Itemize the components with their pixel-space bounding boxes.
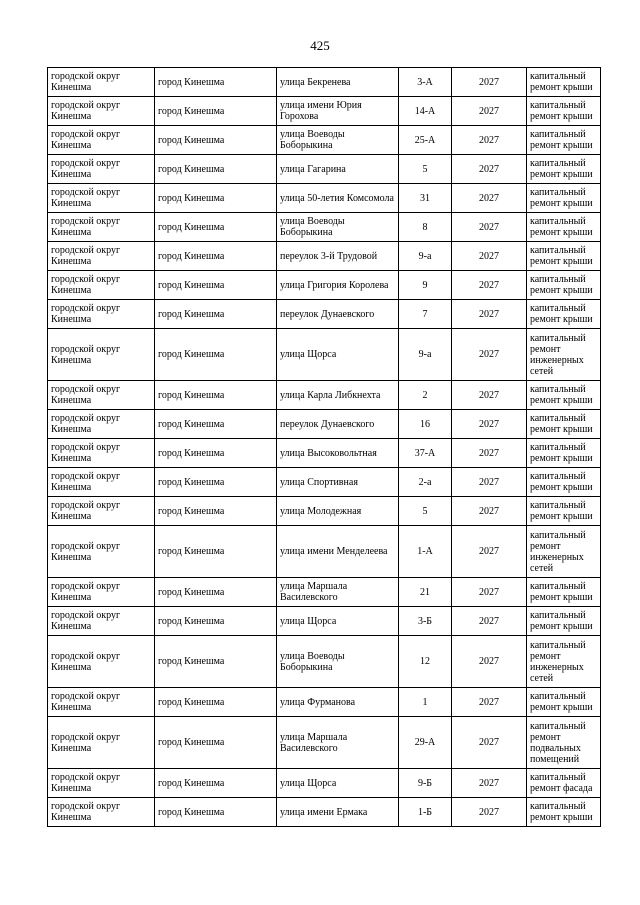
district-cell: городской округ Кинешма: [48, 769, 155, 798]
table-row: [48, 271, 601, 300]
year-cell: 2027: [452, 497, 527, 526]
work-type-cell: капитальный ремонт крыши: [527, 68, 601, 97]
table-row: [48, 155, 601, 184]
house-number-cell: 3-Б: [399, 607, 452, 636]
work-type-cell: капитальный ремонт подвальных помещений: [527, 717, 601, 769]
district-cell: городской округ Кинешма: [48, 688, 155, 717]
house-number-cell: 8: [399, 213, 452, 242]
street-cell: переулок Дунаевского: [277, 300, 399, 329]
city-cell: город Кинешма: [155, 381, 277, 410]
house-number-cell: 5: [399, 497, 452, 526]
district-cell: городской округ Кинешма: [48, 717, 155, 769]
district-cell: городской округ Кинешма: [48, 126, 155, 155]
house-number-cell: 3-А: [399, 68, 452, 97]
city-cell: город Кинешма: [155, 497, 277, 526]
year-cell: 2027: [452, 578, 527, 607]
house-number-cell: 21: [399, 578, 452, 607]
street-cell: улица Воеводы Боборыкина: [277, 636, 399, 688]
year-cell: 2027: [452, 439, 527, 468]
work-type-cell: капитальный ремонт инженерных сетей: [527, 636, 601, 688]
street-cell: улица Молодежная: [277, 497, 399, 526]
district-cell: городской округ Кинешма: [48, 213, 155, 242]
street-cell: улица Щорса: [277, 607, 399, 636]
year-cell: 2027: [452, 213, 527, 242]
table-row: [48, 526, 601, 578]
city-cell: город Кинешма: [155, 578, 277, 607]
year-cell: 2027: [452, 798, 527, 827]
house-number-cell: 25-А: [399, 126, 452, 155]
street-cell: улица Бекренева: [277, 68, 399, 97]
house-number-cell: 1-А: [399, 526, 452, 578]
city-cell: город Кинешма: [155, 184, 277, 213]
year-cell: 2027: [452, 329, 527, 381]
district-cell: городской округ Кинешма: [48, 184, 155, 213]
house-number-cell: 9-Б: [399, 769, 452, 798]
house-number-cell: 2: [399, 381, 452, 410]
street-cell: улица Маршала Василевского: [277, 717, 399, 769]
house-number-cell: 1: [399, 688, 452, 717]
district-cell: городской округ Кинешма: [48, 468, 155, 497]
work-type-cell: капитальный ремонт крыши: [527, 688, 601, 717]
house-number-cell: 9-а: [399, 242, 452, 271]
work-type-cell: капитальный ремонт крыши: [527, 97, 601, 126]
house-number-cell: 14-А: [399, 97, 452, 126]
table-row: [48, 578, 601, 607]
city-cell: город Кинешма: [155, 329, 277, 381]
street-cell: улица Карла Либкнехта: [277, 381, 399, 410]
table-row: [48, 468, 601, 497]
city-cell: город Кинешма: [155, 410, 277, 439]
table-body: [48, 68, 601, 827]
city-cell: город Кинешма: [155, 798, 277, 827]
street-cell: улица Маршала Василевского: [277, 578, 399, 607]
city-cell: город Кинешма: [155, 126, 277, 155]
district-cell: городской округ Кинешма: [48, 439, 155, 468]
year-cell: 2027: [452, 271, 527, 300]
table-row: [48, 798, 601, 827]
house-number-cell: 5: [399, 155, 452, 184]
house-number-cell: 31: [399, 184, 452, 213]
district-cell: городской округ Кинешма: [48, 329, 155, 381]
table-row: [48, 97, 601, 126]
city-cell: город Кинешма: [155, 769, 277, 798]
district-cell: городской округ Кинешма: [48, 242, 155, 271]
district-cell: городской округ Кинешма: [48, 497, 155, 526]
street-cell: улица Воеводы Боборыкина: [277, 126, 399, 155]
district-cell: городской округ Кинешма: [48, 381, 155, 410]
table-row: [48, 439, 601, 468]
work-type-cell: капитальный ремонт инженерных сетей: [527, 329, 601, 381]
table-row: [48, 636, 601, 688]
year-cell: 2027: [452, 468, 527, 497]
year-cell: 2027: [452, 126, 527, 155]
table-row: [48, 381, 601, 410]
work-type-cell: капитальный ремонт крыши: [527, 381, 601, 410]
work-type-cell: капитальный ремонт крыши: [527, 607, 601, 636]
table-row: [48, 242, 601, 271]
street-cell: улица Фурманова: [277, 688, 399, 717]
city-cell: город Кинешма: [155, 468, 277, 497]
city-cell: город Кинешма: [155, 271, 277, 300]
street-cell: улица 50-летия Комсомола: [277, 184, 399, 213]
work-type-cell: капитальный ремонт фасада: [527, 769, 601, 798]
street-cell: переулок Дунаевского: [277, 410, 399, 439]
street-cell: улица имени Менделеева: [277, 526, 399, 578]
house-number-cell: 1-Б: [399, 798, 452, 827]
house-number-cell: 2-а: [399, 468, 452, 497]
house-number-cell: 16: [399, 410, 452, 439]
street-cell: улица Григория Королева: [277, 271, 399, 300]
page-number: 425: [310, 38, 330, 53]
repair-schedule-table: [47, 67, 601, 827]
work-type-cell: капитальный ремонт крыши: [527, 155, 601, 184]
year-cell: 2027: [452, 526, 527, 578]
table-row: [48, 68, 601, 97]
work-type-cell: капитальный ремонт крыши: [527, 468, 601, 497]
year-cell: 2027: [452, 769, 527, 798]
city-cell: город Кинешма: [155, 717, 277, 769]
street-cell: улица имени Ермака: [277, 798, 399, 827]
work-type-cell: капитальный ремонт крыши: [527, 300, 601, 329]
year-cell: 2027: [452, 184, 527, 213]
street-cell: улица Гагарина: [277, 155, 399, 184]
house-number-cell: 37-А: [399, 439, 452, 468]
table-row: [48, 497, 601, 526]
street-cell: улица Щорса: [277, 769, 399, 798]
city-cell: город Кинешма: [155, 636, 277, 688]
city-cell: город Кинешма: [155, 155, 277, 184]
district-cell: городской округ Кинешма: [48, 798, 155, 827]
street-cell: улица имени Юрия Горохова: [277, 97, 399, 126]
year-cell: 2027: [452, 300, 527, 329]
house-number-cell: 7: [399, 300, 452, 329]
city-cell: город Кинешма: [155, 439, 277, 468]
work-type-cell: капитальный ремонт крыши: [527, 271, 601, 300]
work-type-cell: капитальный ремонт крыши: [527, 497, 601, 526]
work-type-cell: капитальный ремонт крыши: [527, 184, 601, 213]
city-cell: город Кинешма: [155, 97, 277, 126]
work-type-cell: капитальный ремонт крыши: [527, 213, 601, 242]
year-cell: 2027: [452, 155, 527, 184]
city-cell: город Кинешма: [155, 213, 277, 242]
work-type-cell: капитальный ремонт инженерных сетей: [527, 526, 601, 578]
city-cell: город Кинешма: [155, 242, 277, 271]
work-type-cell: капитальный ремонт крыши: [527, 798, 601, 827]
table-row: [48, 184, 601, 213]
table-row: [48, 329, 601, 381]
district-cell: городской округ Кинешма: [48, 97, 155, 126]
work-type-cell: капитальный ремонт крыши: [527, 126, 601, 155]
city-cell: город Кинешма: [155, 300, 277, 329]
street-cell: переулок 3-й Трудовой: [277, 242, 399, 271]
street-cell: улица Воеводы Боборыкина: [277, 213, 399, 242]
district-cell: городской округ Кинешма: [48, 300, 155, 329]
year-cell: 2027: [452, 242, 527, 271]
city-cell: город Кинешма: [155, 526, 277, 578]
year-cell: 2027: [452, 381, 527, 410]
district-cell: городской округ Кинешма: [48, 578, 155, 607]
table-row: [48, 410, 601, 439]
house-number-cell: 9: [399, 271, 452, 300]
table-row: [48, 607, 601, 636]
table-row: [48, 213, 601, 242]
street-cell: улица Щорса: [277, 329, 399, 381]
district-cell: городской округ Кинешма: [48, 410, 155, 439]
house-number-cell: 29-А: [399, 717, 452, 769]
city-cell: город Кинешма: [155, 607, 277, 636]
district-cell: городской округ Кинешма: [48, 526, 155, 578]
table-row: [48, 300, 601, 329]
year-cell: 2027: [452, 717, 527, 769]
table-row: [48, 769, 601, 798]
city-cell: город Кинешма: [155, 68, 277, 97]
year-cell: 2027: [452, 97, 527, 126]
work-type-cell: капитальный ремонт крыши: [527, 439, 601, 468]
year-cell: 2027: [452, 68, 527, 97]
district-cell: городской округ Кинешма: [48, 607, 155, 636]
year-cell: 2027: [452, 636, 527, 688]
table-row: [48, 717, 601, 769]
street-cell: улица Спортивная: [277, 468, 399, 497]
table-row: [48, 688, 601, 717]
district-cell: городской округ Кинешма: [48, 68, 155, 97]
city-cell: город Кинешма: [155, 688, 277, 717]
district-cell: городской округ Кинешма: [48, 155, 155, 184]
year-cell: 2027: [452, 410, 527, 439]
year-cell: 2027: [452, 607, 527, 636]
house-number-cell: 12: [399, 636, 452, 688]
district-cell: городской округ Кинешма: [48, 271, 155, 300]
street-cell: улица Высоковольтная: [277, 439, 399, 468]
district-cell: городской округ Кинешма: [48, 636, 155, 688]
year-cell: 2027: [452, 688, 527, 717]
work-type-cell: капитальный ремонт крыши: [527, 410, 601, 439]
work-type-cell: капитальный ремонт крыши: [527, 242, 601, 271]
work-type-cell: капитальный ремонт крыши: [527, 578, 601, 607]
table-row: [48, 126, 601, 155]
house-number-cell: 9-а: [399, 329, 452, 381]
